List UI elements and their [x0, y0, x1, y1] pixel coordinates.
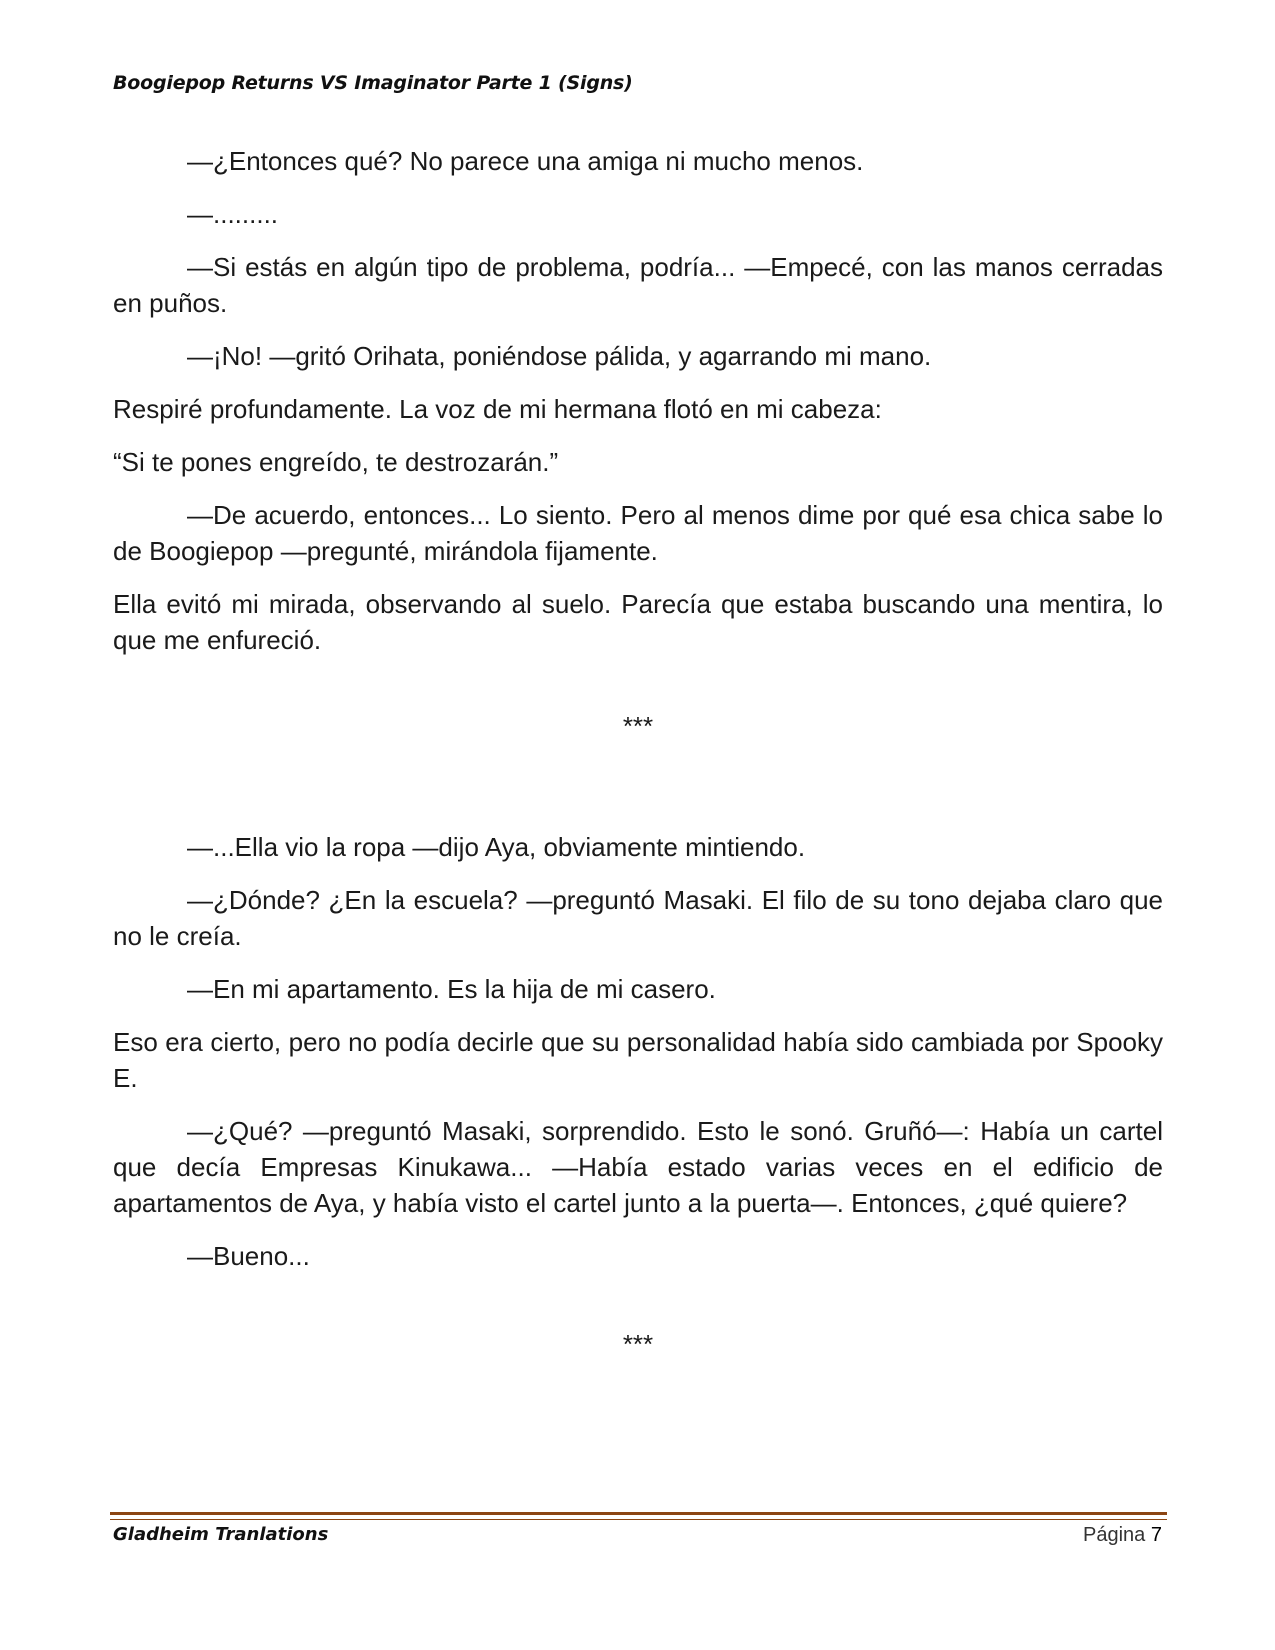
page-label: Página — [1083, 1524, 1146, 1546]
paragraph: Eso era cierto, pero no podía decirle que su personalidad había sido cambiada por Spooky E. — [113, 1027, 1163, 1093]
page-number — [1083, 1524, 1162, 1547]
paragraph: —De acuerdo, entonces... Lo siento. Pero al menos dime por qué esa chica sabe lo de Boogiepop —pregunté, mirándola fijamente. — [113, 500, 1163, 566]
paragraph: “Si te pones engreído, te destrozarán.” — [113, 447, 559, 477]
footer-credit: Gladheim Tranlations — [113, 1524, 329, 1545]
paragraph-group-2 — [113, 829, 1163, 1274]
footer-rule — [110, 1512, 1167, 1520]
running-header: Boogiepop Returns VS Imaginator Parte 1 (Signs) — [113, 72, 633, 94]
paragraph: —¿Entonces qué? No parece una amiga ni mucho menos. — [187, 146, 864, 176]
paragraph: —En mi apartamento. Es la hija de mi casero. — [187, 974, 716, 1004]
paragraph: Respiré profundamente. La voz de mi hermana flotó en mi cabeza: — [113, 394, 882, 424]
scene-separator: *** — [622, 711, 654, 741]
page-number-value: 7 — [1150, 1524, 1162, 1546]
paragraph: —¿Dónde? ¿En la escuela? —preguntó Masaki. El filo de su tono dejaba claro que no le creía. — [113, 885, 1163, 951]
paragraph: —Bueno... — [187, 1241, 310, 1271]
paragraph: Ella evitó mi mirada, observando al suelo. Parecía que estaba buscando una mentira, lo que me enfureció. — [113, 589, 1163, 655]
paragraph-group-1 — [113, 143, 1163, 658]
paragraph: —...Ella vio la ropa —dijo Aya, obviamente mintiendo. — [187, 832, 806, 862]
paragraph: —......... — [187, 199, 279, 229]
body-text — [113, 143, 1163, 1362]
paragraph: —¿Qué? —preguntó Masaki, sorprendido. Esto le sonó. Gruñó—: Había un cartel que decía Empresas Kinukawa... —Había estado varias veces en el edificio de apartamentos de Aya, y había visto el cartel junto a la puerta—. Entonces, ¿qué quiere? — [113, 1116, 1163, 1218]
paragraph: —Si estás en algún tipo de problema, podría... —Empecé, con las manos cerradas en puños. — [113, 252, 1163, 318]
paragraph: —¡No! —gritó Orihata, poniéndose pálida, y agarrando mi mano. — [187, 341, 932, 371]
scene-separator: *** — [622, 1329, 654, 1359]
